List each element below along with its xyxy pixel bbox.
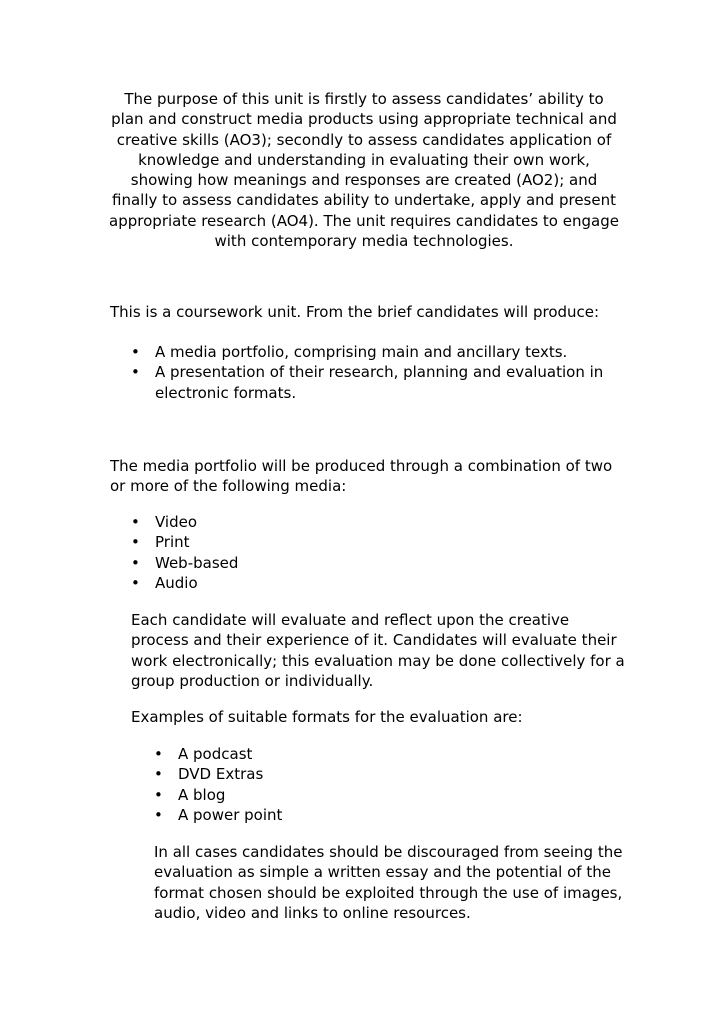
formats-list xyxy=(154,744,554,825)
list-item: • Web-based xyxy=(131,553,531,573)
list-item: • A podcast xyxy=(154,744,554,764)
list-item: • A power point xyxy=(154,805,554,825)
list-item: • A media portfolio, comprising main and ancillary texts. xyxy=(131,342,611,362)
media-list xyxy=(131,512,531,593)
evaluation-paragraph: Each candidate will evaluate and reflect upon the creative process and their experience of it. Candidates will evaluate their work electronically; this evaluation may be done collectively for a group production or individually. xyxy=(131,611,625,690)
intro-paragraph: The purpose of this unit is firstly to assess candidates’ ability to plan and construct media products using appropriate technical and creative skills (AO3); secondly to assess candidates application of knowledge and understanding in evaluating their own work, showing how meanings and responses are created (AO2); and finally to assess candidates ability to undertake, apply and present appropriate research (AO4). The unit requires candidates to engage with contemporary media technologies. xyxy=(109,90,619,251)
list-item: • DVD Extras xyxy=(154,764,554,784)
coursework-lead: This is a coursework unit. From the brief candidates will produce: xyxy=(110,303,600,321)
list-item: • Print xyxy=(131,532,531,552)
list-item: • A presentation of their research, planning and evaluation in electronic formats. xyxy=(131,362,611,403)
portfolio-lead: The media portfolio will be produced through a combination of two or more of the following media: xyxy=(110,457,613,496)
coursework-list xyxy=(131,342,611,403)
formats-lead: Examples of suitable formats for the evaluation are: xyxy=(131,708,523,726)
list-item: • A blog xyxy=(154,785,554,805)
list-item: • Video xyxy=(131,512,531,532)
closing-paragraph: In all cases candidates should be discouraged from seeing the evaluation as simple a written essay and the potential of the format chosen should be exploited through the use of images, audio, video and links to online resources. xyxy=(154,843,623,922)
list-item: • Audio xyxy=(131,573,531,593)
